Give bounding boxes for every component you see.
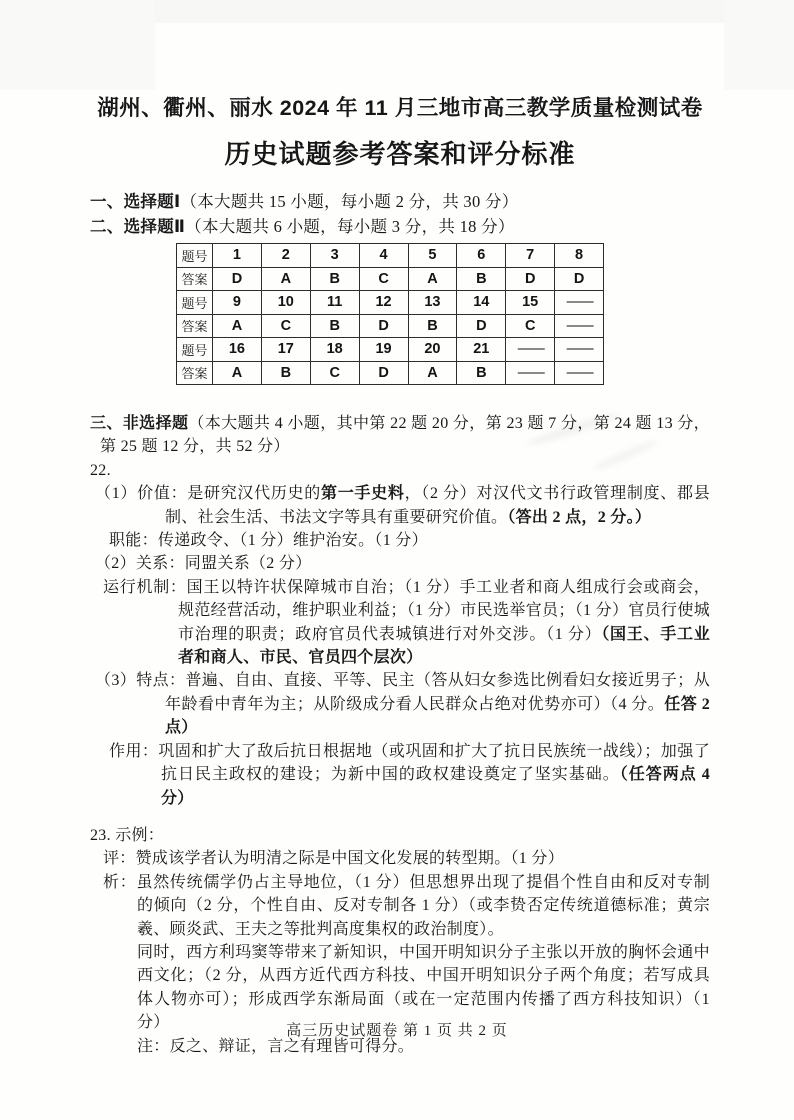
essay-paragraph bbox=[103, 871, 710, 941]
table-row bbox=[177, 244, 604, 268]
text-segment: 注：反之、辩证，言之有理皆可得分。 bbox=[137, 1037, 415, 1055]
empty-dash: —— bbox=[566, 364, 592, 381]
exam-title: 湖州、衢州、丽水 2024 年 11 月三地市高三教学质量检测试卷 bbox=[97, 96, 703, 120]
essay-paragraph bbox=[90, 412, 710, 459]
answer-cell bbox=[555, 338, 604, 362]
answer-cell: 10 bbox=[261, 291, 310, 315]
answer-cell: D bbox=[213, 267, 262, 291]
essay-paragraph bbox=[103, 847, 710, 870]
answer-cell: B bbox=[457, 361, 506, 385]
text-segment: 同时，西方利玛窦等带来了新知识，中国开明知识分子主张以开放的胸怀会通中西文化；（2 分，从西方近代西方科技、中国开明知识分子两个角度；若写成具体人物亦可）；形成西学东渐局面（或在一定范围内传播了西方科技知识）（1 分） bbox=[137, 943, 710, 1032]
answer-cell: 8 bbox=[555, 244, 604, 268]
answer-cell: 2 bbox=[261, 244, 310, 268]
text-segment: 任答 2 点） bbox=[165, 695, 710, 737]
essay-paragraph bbox=[95, 552, 710, 575]
answer-cell: 21 bbox=[457, 338, 506, 362]
empty-dash: —— bbox=[566, 294, 592, 311]
answer-cell: A bbox=[408, 267, 457, 291]
answer-cell bbox=[555, 314, 604, 338]
answer-cell: 11 bbox=[310, 291, 359, 315]
empty-dash: —— bbox=[566, 341, 592, 358]
essay-answers bbox=[90, 412, 710, 1058]
answer-cell: D bbox=[555, 267, 604, 291]
answer-cell: 17 bbox=[261, 338, 310, 362]
table-row bbox=[177, 267, 604, 291]
table-row bbox=[177, 314, 604, 338]
answer-cell: 6 bbox=[457, 244, 506, 268]
answer-cell: B bbox=[261, 361, 310, 385]
row-label-cell: 答案 bbox=[177, 314, 213, 338]
answer-key-title: 历史试题参考答案和评分标准 bbox=[224, 139, 576, 169]
table-row bbox=[177, 291, 604, 315]
answer-cell: 16 bbox=[213, 338, 262, 362]
text-segment: 评：赞成该学者认为明清之际是中国文化发展的转型期。（1 分） bbox=[103, 850, 565, 868]
answer-cell: B bbox=[457, 267, 506, 291]
answer-cell: B bbox=[310, 267, 359, 291]
answer-cell: 7 bbox=[506, 244, 555, 268]
answer-cell: 14 bbox=[457, 291, 506, 315]
table-row bbox=[177, 361, 604, 385]
answer-cell: A bbox=[408, 361, 457, 385]
row-label-cell: 题号 bbox=[177, 338, 213, 362]
text-segment: 析：虽然传统儒学仍占主导地位，（1 分）但思想界出现了提倡个性自由和反对专制的倾向（2 分，个性自由、反对专制各 1 分）（或李贽否定传统道德标准；黄宗羲、顾炎武、王夫之等批判高度集权的政治制度）。 bbox=[103, 873, 710, 938]
answer-cell: D bbox=[506, 267, 555, 291]
text-segment: 运行机制：国王以特许状保障城市自治；（1 分）手工业者和商人组成行会或商会，规范经营活动，维护职业利益；（1 分）市民选举官员；（1 分）官员行使城市治理的职责；政府官员代表城镇进行对外交涉。（1 分） bbox=[103, 578, 710, 643]
text-segment: 22. bbox=[90, 461, 111, 479]
answer-cell: C bbox=[261, 314, 310, 338]
section-2-heading bbox=[90, 215, 710, 240]
text-segment: 职能：传递政令、（1 分）维护治安。（1 分） bbox=[109, 532, 428, 550]
answer-cell: 13 bbox=[408, 291, 457, 315]
essay-paragraph bbox=[109, 529, 710, 552]
answer-cell bbox=[506, 361, 555, 385]
answer-cell bbox=[506, 338, 555, 362]
text-segment: （答出 2 点，2 分。） bbox=[507, 508, 652, 526]
row-label-cell: 答案 bbox=[177, 267, 213, 291]
text-segment: （2）关系：同盟关系（2 分） bbox=[95, 555, 312, 573]
answer-cell: D bbox=[457, 314, 506, 338]
answer-cell: 4 bbox=[359, 244, 408, 268]
essay-paragraph bbox=[95, 482, 710, 529]
answer-cell: D bbox=[359, 314, 408, 338]
section-1-desc: （本大题共 15 小题，每小题 2 分，共 30 分） bbox=[180, 192, 519, 211]
answer-cell: C bbox=[506, 314, 555, 338]
row-label-cell: 答案 bbox=[177, 361, 213, 385]
document-content bbox=[90, 0, 710, 1058]
section-2-desc: （本大题共 6 小题，每小题 3 分，共 18 分） bbox=[185, 216, 515, 236]
empty-dash: —— bbox=[566, 317, 592, 334]
answer-cell: C bbox=[359, 267, 408, 291]
section-3-label: 三、非选择题 bbox=[90, 415, 189, 432]
text-segment: 23. 示例： bbox=[90, 826, 165, 844]
essay-paragraph bbox=[95, 669, 710, 739]
row-label-cell: 题号 bbox=[177, 291, 213, 315]
essay-paragraph bbox=[90, 824, 710, 847]
text-segment: （3）特点：普遍、自由、直接、平等、民主（答从妇女参选比例看妇女接近男子；从年龄看中青年为主；从阶级成分看人民群众占绝对优势亦可）（4 分。 bbox=[95, 672, 710, 713]
page-footer: 高三历史试题卷 第 1 页 共 2 页 bbox=[286, 1023, 508, 1039]
text-segment: 作用：巩固和扩大了敌后抗日根据地（或巩固和扩大了抗日民族统一战线）；加强了抗日民主政权的建设；为新中国的政权建设奠定了坚实基础。 bbox=[109, 742, 710, 784]
answer-cell: 15 bbox=[506, 291, 555, 315]
answer-cell: B bbox=[408, 314, 457, 338]
answer-cell bbox=[555, 291, 604, 315]
row-label-cell: 题号 bbox=[177, 244, 213, 268]
text-segment: （本大题共 4 小题，其中第 22 题 20 分，第 23 题 7 分，第 24 题 13 分，第 25 题 12 分，共 52 分） bbox=[100, 415, 710, 456]
answer-cell: D bbox=[359, 361, 408, 385]
text-segment: （1）价值：是研究汉代历史的 bbox=[95, 485, 321, 503]
answer-cell: 20 bbox=[408, 338, 457, 362]
answer-table bbox=[176, 243, 604, 385]
section-2-label: 二、选择题Ⅱ bbox=[90, 217, 186, 236]
text-segment: （任答两点 4 分） bbox=[161, 766, 710, 807]
answer-cell: 3 bbox=[310, 244, 359, 268]
section-1-heading bbox=[90, 190, 710, 215]
answer-cell: 19 bbox=[359, 338, 408, 362]
answer-cell: A bbox=[261, 267, 310, 291]
answer-cell: B bbox=[310, 314, 359, 338]
answer-cell bbox=[555, 361, 604, 385]
essay-paragraph bbox=[109, 740, 710, 810]
essay-paragraph bbox=[90, 459, 710, 482]
text-segment: （国王、手工业者和商人、市民、官员四个层次） bbox=[178, 625, 710, 667]
empty-dash: —— bbox=[517, 341, 543, 358]
answer-cell: 1 bbox=[213, 244, 262, 268]
text-segment: ，（2 分）对汉代文书行政管理制度、郡县制、社会生活、书法文字等具有重要研究价值。 bbox=[165, 485, 710, 526]
scan-margin-right bbox=[724, 0, 794, 90]
answer-cell: A bbox=[213, 314, 262, 338]
essay-paragraph bbox=[103, 576, 710, 670]
table-row bbox=[177, 338, 604, 362]
empty-dash: —— bbox=[517, 364, 543, 381]
answer-cell: 9 bbox=[213, 291, 262, 315]
answer-table-body bbox=[177, 244, 604, 385]
answer-cell: A bbox=[213, 361, 262, 385]
answer-cell: 18 bbox=[310, 338, 359, 362]
text-segment: 第一手史料 bbox=[320, 485, 405, 503]
answer-cell: 12 bbox=[359, 291, 408, 315]
answer-cell: 5 bbox=[408, 244, 457, 268]
section-1-label: 一、选择题Ⅰ bbox=[90, 193, 181, 211]
answer-cell: C bbox=[310, 361, 359, 385]
